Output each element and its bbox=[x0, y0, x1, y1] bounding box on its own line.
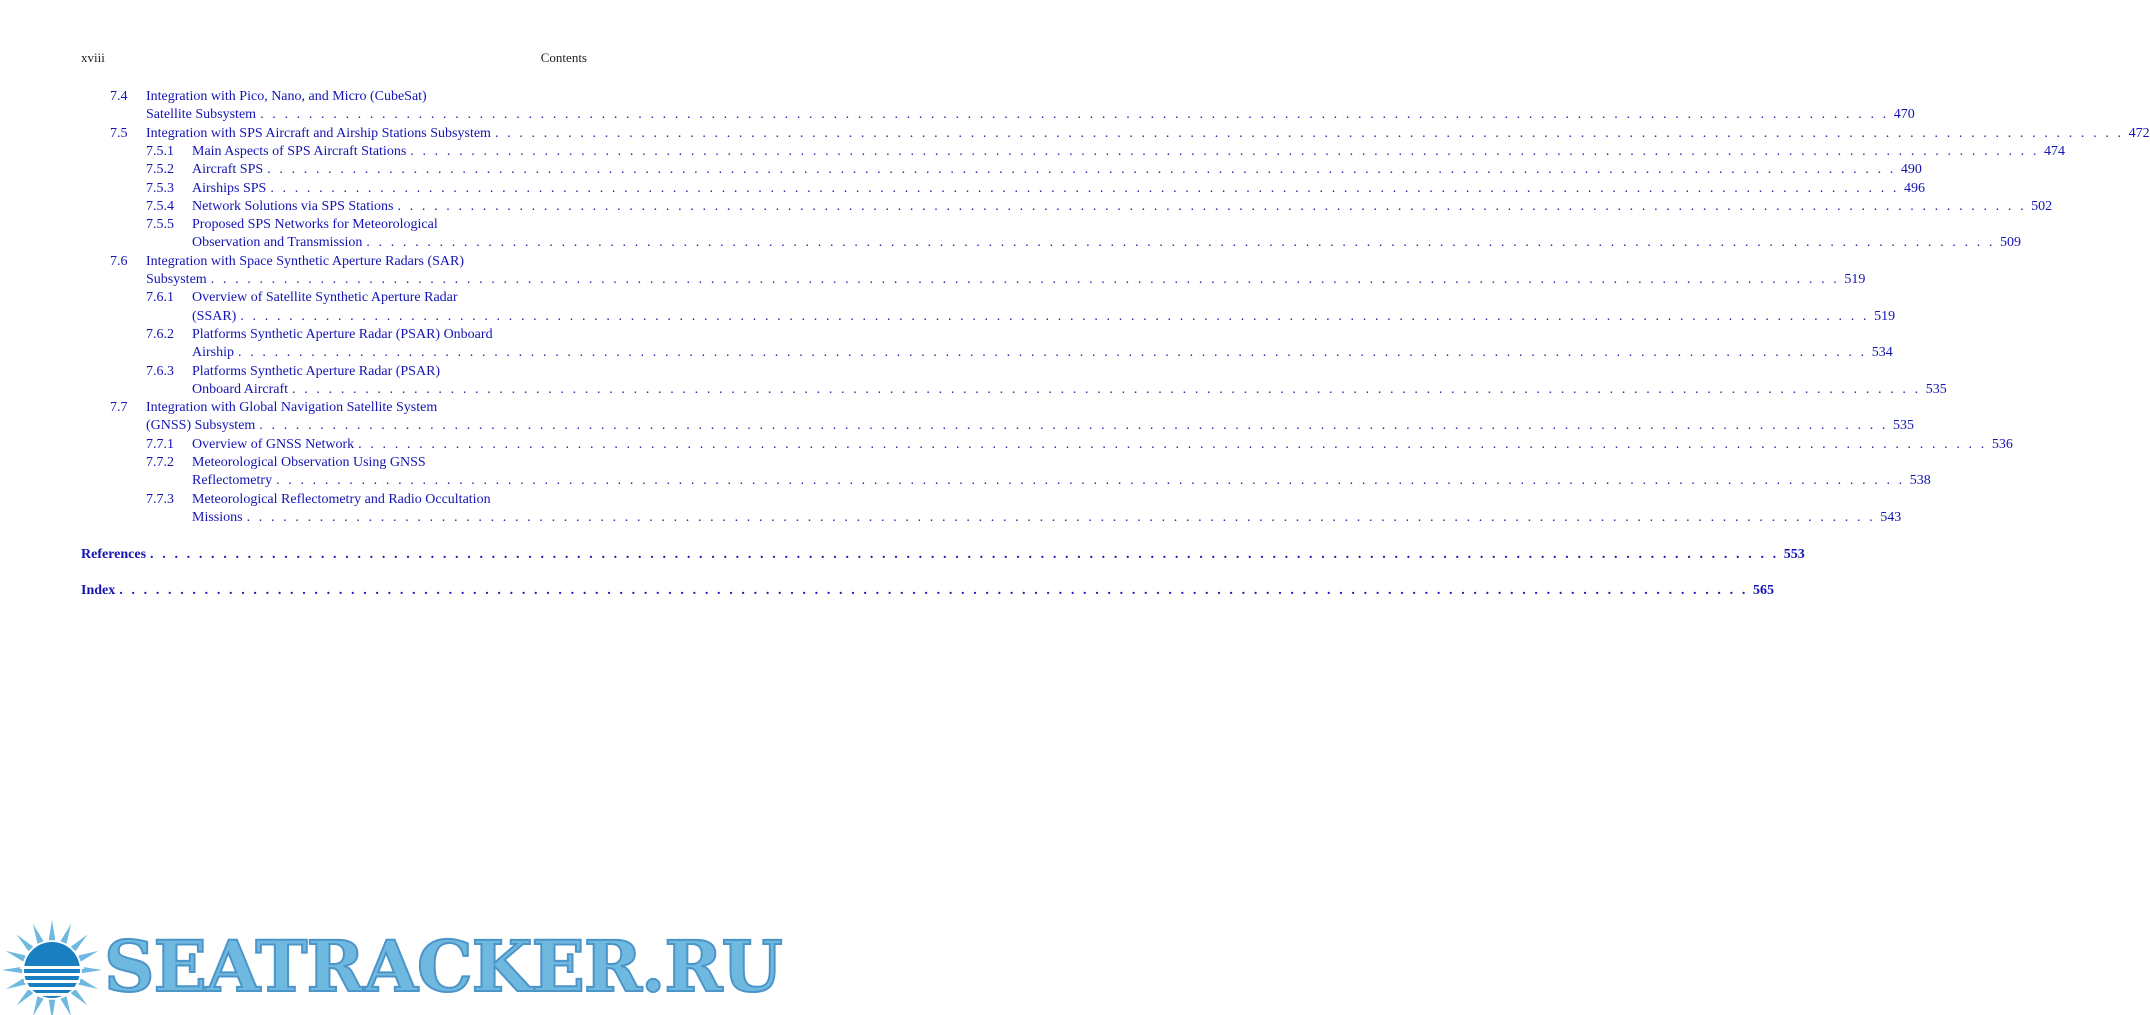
toc-page-number: 534 bbox=[1871, 345, 1893, 361]
sun-ray bbox=[33, 924, 44, 944]
toc-title bbox=[192, 180, 1926, 198]
toc-section-number: 7.7 bbox=[110, 400, 128, 416]
dot-leader bbox=[292, 381, 1921, 399]
toc-section-number: 7.5 bbox=[110, 125, 128, 141]
sun-ray bbox=[17, 989, 34, 1006]
dot-leader bbox=[150, 546, 1779, 564]
toc-title-line: (GNSS) Subsystem bbox=[146, 418, 256, 434]
toc-title-line: Missions bbox=[192, 509, 243, 525]
toc-title-line: Airship bbox=[192, 345, 234, 361]
sun-ray bbox=[82, 967, 102, 974]
toc-title-line: Main Aspects of SPS Aircraft Stations bbox=[192, 143, 407, 159]
toc-title bbox=[192, 454, 1931, 491]
dot-leader bbox=[495, 125, 2124, 143]
sun-ray bbox=[49, 1000, 56, 1015]
dot-leader bbox=[397, 198, 2026, 216]
toc-title-line: References bbox=[81, 546, 147, 562]
dot-leader bbox=[238, 344, 1867, 362]
toc-title-line: Onboard Aircraft bbox=[192, 381, 289, 397]
toc-title-line: Overview of GNSS Network bbox=[192, 436, 355, 452]
sun-ray bbox=[17, 935, 34, 952]
sun-ray bbox=[49, 920, 56, 940]
toc-title-line: Proposed SPS Networks for Meteorological bbox=[192, 217, 438, 233]
toc-title bbox=[192, 216, 2022, 253]
sun-ray bbox=[78, 951, 98, 962]
toc-title-line: (SSAR) bbox=[192, 308, 237, 324]
toc-page-number: 536 bbox=[1991, 436, 2013, 452]
toc-title-line: Reflectometry bbox=[192, 473, 273, 489]
dot-leader bbox=[247, 509, 1876, 527]
toc-title bbox=[146, 125, 2150, 143]
toc-title bbox=[192, 436, 2013, 454]
toc-section-number: 7.6.3 bbox=[146, 363, 174, 379]
dot-leader bbox=[259, 417, 1888, 435]
toc-title-line: Meteorological Observation Using GNSS bbox=[192, 455, 426, 470]
dot-leader bbox=[260, 106, 1889, 124]
page-number: xviii bbox=[81, 50, 105, 65]
toc-section-number: 7.5.2 bbox=[146, 162, 174, 178]
toc-page-number: 553 bbox=[1783, 546, 1805, 562]
toc-title-line: Meteorological Reflectometry and Radio Occultation bbox=[192, 491, 491, 507]
toc-page-number: 496 bbox=[1904, 180, 1926, 196]
sun-ray bbox=[71, 935, 88, 952]
running-header: Contents bbox=[540, 50, 587, 65]
sun-ray bbox=[6, 951, 26, 962]
toc-title-line: Aircraft SPS bbox=[192, 162, 264, 178]
dot-leader bbox=[119, 582, 1748, 600]
toc-title bbox=[192, 363, 1947, 400]
dot-leader bbox=[270, 180, 1899, 198]
toc-section-number: 7.7.1 bbox=[146, 436, 174, 452]
toc-section-number: 7.5.4 bbox=[146, 198, 174, 214]
toc-title bbox=[192, 161, 1922, 179]
sun-ray bbox=[33, 996, 44, 1015]
toc-section-number: 7.6 bbox=[110, 253, 128, 269]
toc-page-number: 535 bbox=[1893, 418, 1914, 434]
toc-page-number: 472 bbox=[2128, 125, 2150, 141]
toc-title-line: Satellite Subsystem bbox=[146, 107, 257, 123]
toc-title-line: Platforms Synthetic Aperture Radar (PSAR) bbox=[192, 363, 441, 379]
sun-ray bbox=[6, 978, 26, 989]
toc-section-number: 7.4 bbox=[110, 89, 128, 104]
toc-title bbox=[192, 289, 1896, 326]
sun-ray bbox=[60, 924, 71, 944]
toc-title-line: Subsystem bbox=[146, 271, 207, 287]
dot-leader bbox=[358, 436, 1987, 454]
toc-page-number: 509 bbox=[2000, 235, 2022, 251]
toc-title bbox=[81, 546, 1805, 564]
sun-ray bbox=[60, 996, 71, 1015]
dot-leader bbox=[410, 143, 2039, 161]
toc-title bbox=[192, 491, 1902, 528]
toc-section-number: 7.5.1 bbox=[146, 143, 174, 159]
sun-ray bbox=[2, 967, 22, 974]
dot-leader bbox=[211, 271, 1840, 289]
toc-page-number: 502 bbox=[2031, 198, 2053, 214]
dot-leader bbox=[240, 308, 1869, 326]
toc-title bbox=[192, 198, 2053, 216]
toc-title-line: Network Solutions via SPS Stations bbox=[192, 198, 394, 214]
toc-title-line: Observation and Transmission bbox=[192, 235, 363, 251]
toc-page-number: 538 bbox=[1909, 473, 1931, 489]
toc-title bbox=[81, 582, 1774, 600]
toc-page-number: 474 bbox=[2043, 143, 2065, 159]
toc-page-number: 519 bbox=[1844, 271, 1866, 287]
dot-leader bbox=[276, 472, 1905, 490]
dot-leader bbox=[267, 161, 1896, 179]
toc-title bbox=[192, 143, 2065, 161]
sunburst-icon bbox=[0, 912, 110, 1015]
watermark bbox=[0, 912, 782, 1015]
toc-title-line: Integration with SPS Aircraft and Airship Stations Subsystem bbox=[146, 125, 491, 141]
toc-title bbox=[146, 88, 1915, 125]
toc-section-number: 7.6.1 bbox=[146, 290, 174, 306]
sun-ray bbox=[78, 978, 98, 989]
toc-title-line: Integration with Global Navigation Satellite System bbox=[146, 400, 438, 416]
toc-title-line: Integration with Space Synthetic Aperture Radars (SAR) bbox=[146, 253, 465, 269]
toc-title-line: Integration with Pico, Nano, and Micro (CubeSat) bbox=[146, 89, 427, 104]
dot-leader bbox=[366, 234, 1995, 252]
sun-ray bbox=[71, 989, 88, 1006]
toc-page-number: 565 bbox=[1752, 583, 1774, 599]
toc-section-number: 7.5.5 bbox=[146, 217, 174, 233]
toc-title-line: Index bbox=[81, 583, 116, 599]
toc-title-line: Overview of Satellite Synthetic Aperture Radar bbox=[192, 290, 458, 306]
toc-title bbox=[192, 326, 1893, 363]
toc-section-number: 7.7.2 bbox=[146, 455, 174, 470]
watermark-text: SEATRACKER.RU bbox=[104, 925, 782, 1008]
toc-page-number: 543 bbox=[1880, 509, 1902, 525]
toc-section-number: 7.6.2 bbox=[146, 326, 174, 342]
toc-page-number: 535 bbox=[1925, 381, 1947, 397]
toc-title bbox=[146, 253, 1866, 290]
toc-title-line: Platforms Synthetic Aperture Radar (PSAR) Onboard bbox=[192, 326, 493, 342]
toc-page-number: 519 bbox=[1874, 308, 1896, 324]
toc-page-number: 470 bbox=[1893, 107, 1915, 123]
toc-section-number: 7.5.3 bbox=[146, 180, 174, 196]
toc-title bbox=[146, 399, 1914, 436]
toc-title-line: Airships SPS bbox=[192, 180, 267, 196]
toc-page-number: 490 bbox=[1900, 162, 1922, 178]
toc-section-number: 7.7.3 bbox=[146, 491, 174, 507]
